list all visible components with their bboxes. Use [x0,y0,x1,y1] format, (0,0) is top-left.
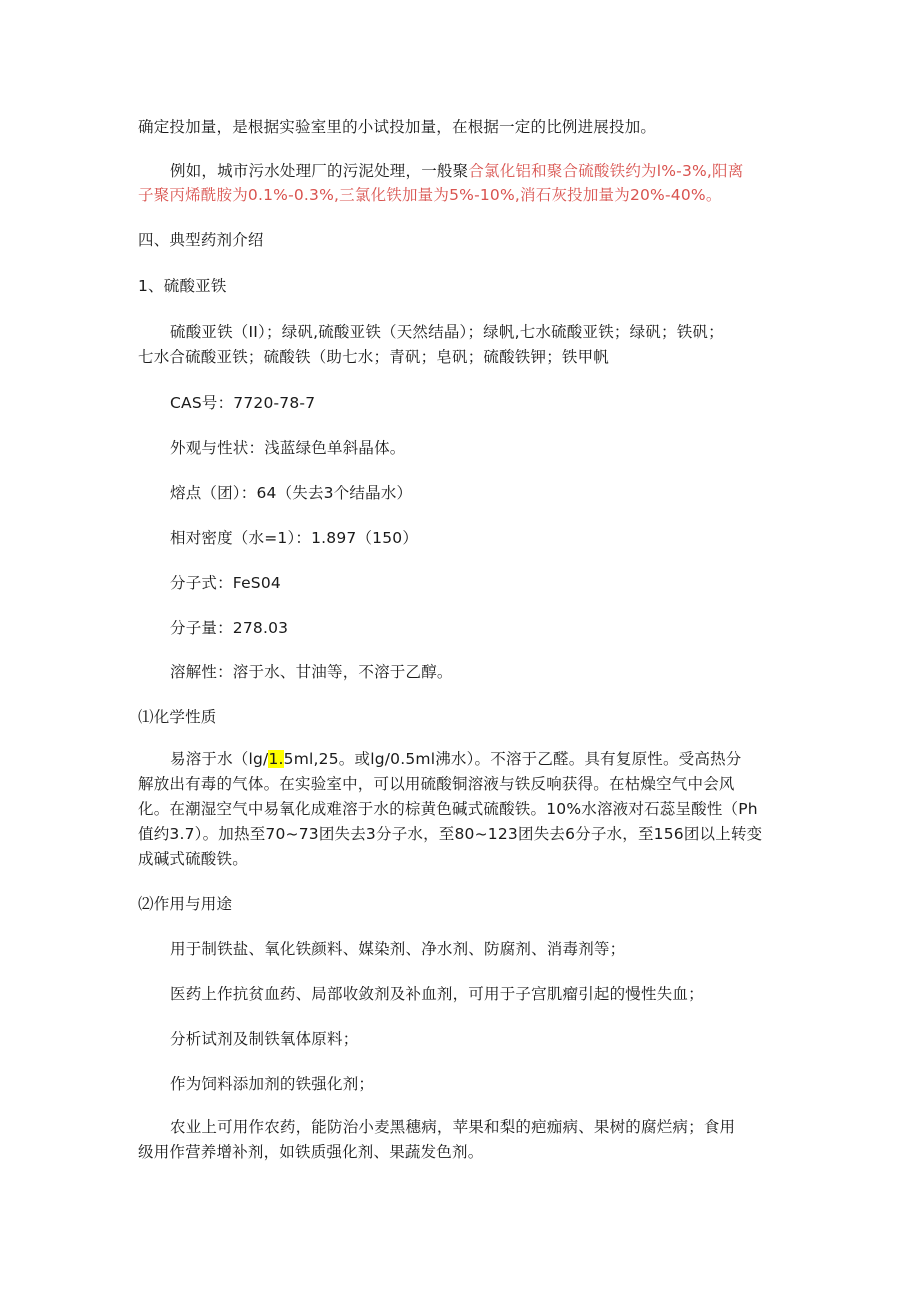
paragraph-dosage: 确定投加量，是根据实验室里的小试投加量，在根据一定的比例进展投加。 [138,118,657,136]
highlighted-text: 1. [268,750,284,768]
cas-number: CAS号：7720-78-7 [170,394,316,412]
solubility: 溶解性：溶于水、甘油等，不溶于乙醇。 [170,663,453,681]
aliases-line2: 七水合硫酸亚铁；硫酸铁（助七水；青矾；皂矾；硫酸铁钾；铁甲帆 [138,348,610,366]
paragraph-example-line1 [170,160,743,182]
molecular-weight: 分子量：278.03 [170,619,289,637]
use-item-3: 分析试剂及制铁氧体原料； [170,1030,359,1048]
chem-line1 [170,748,741,770]
chem-line4: 值约3.7）。加热至70~73团失去3分子水，至80~123团失去6分子水，至156团以上转变 [138,825,763,843]
chem-text-a: 易溶于水（lg/ [170,750,269,768]
chem-line2: 解放出有毒的气体。在实验室中，可以用硫酸铜溶液与铁反响获得。在枯燥空气中会风 [138,775,735,793]
melting-point: 熔点（团）：64（失去3个结晶水） [170,484,413,502]
chem-line5: 成碱式硫酸铁。 [138,850,248,868]
use-item-2: 医药上作抗贫血药、局部收敛剂及补血剂，可用于子宫肌瘤引起的慢性失血； [170,985,704,1003]
document-page [138,0,788,1301]
section-chemical-properties: ⑴化学性质 [138,708,217,726]
paragraph-example-line2: 子聚丙烯酰胺为0.1%-0.3%,三氯化铁加量为5%-10%,消石灰投加量为20%-40%。 [138,186,722,204]
aliases-line1: 硫酸亚铁（II）；绿矾,硫酸亚铁（天然结晶）；绿帆,七水硫酸亚铁；绿矾；铁矾； [170,323,724,341]
example-red-text: 合氯化铝和聚合硫酸铁约为l%-3%,阳离 [468,162,744,180]
section-heading-4: 四、典型药剂介绍 [138,231,264,249]
chem-text-b: 5ml,25。或lg/0.5ml沸水）。不溶于乙醛。具有复原性。受高热分 [283,750,742,768]
appearance: 外观与性状：浅蓝绿色单斜晶体。 [170,439,406,457]
section-uses: ⑵作用与用途 [138,895,233,913]
use-item-5-line1: 农业上可用作农药，能防治小麦黑穗病，苹果和梨的疤痂病、果树的腐烂病；食用 [170,1118,736,1136]
use-item-4: 作为饲料添加剂的铁强化剂； [170,1075,375,1093]
subheading-ferrous-sulfate: 1、硫酸亚铁 [138,277,227,295]
use-item-5-line2: 级用作营养增补剂，如铁质强化剂、果蔬发色剂。 [138,1143,484,1161]
relative-density: 相对密度（水=1）：1.897（150） [170,529,419,547]
molecular-formula: 分子式：FeS04 [170,574,281,592]
chem-line3: 化。在潮湿空气中易氧化成难溶于水的棕黄色碱式硫酸铁。10%水溶液对石蕊呈酸性（Ph [138,800,758,818]
example-text: 例如，城市污水处理厂的污泥处理，一般聚 [170,162,469,180]
use-item-1: 用于制铁盐、氧化铁颜料、媒染剂、净水剂、防腐剂、消毒剂等； [170,940,626,958]
